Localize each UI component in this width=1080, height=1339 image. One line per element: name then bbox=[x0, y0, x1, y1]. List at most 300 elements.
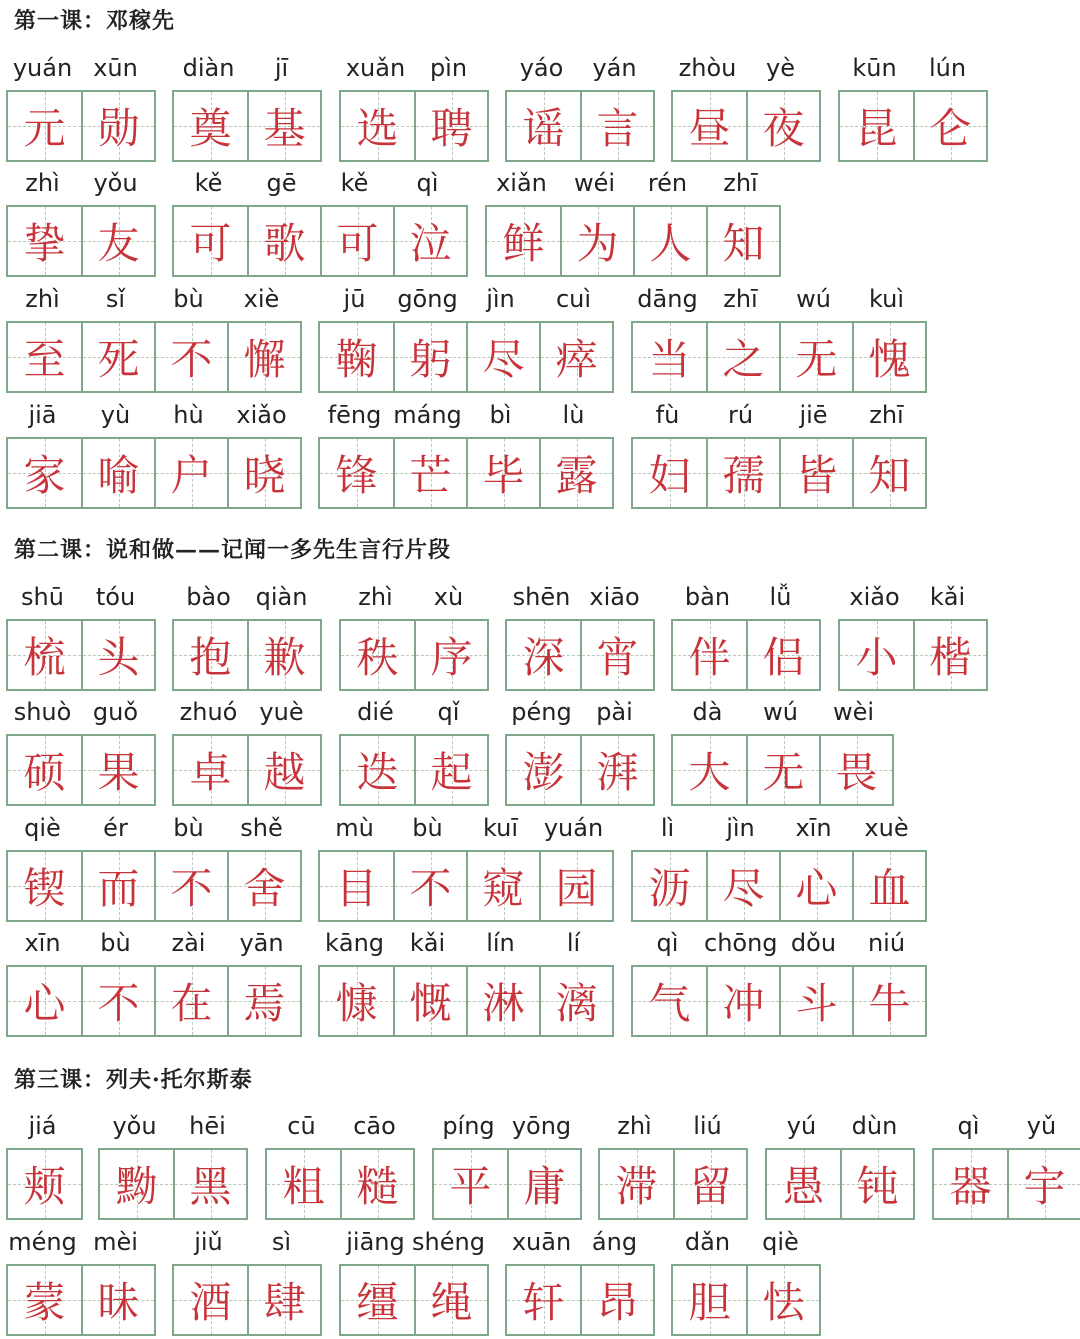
pinyin-label: gē bbox=[266, 169, 297, 197]
grid-cell bbox=[840, 1150, 913, 1218]
grid-cell bbox=[81, 92, 154, 160]
hanzi-character: 越 bbox=[263, 748, 306, 797]
hanzi-character: 愧 bbox=[868, 335, 911, 384]
pinyin-label: yuán bbox=[543, 814, 604, 842]
grid-cell bbox=[247, 1266, 320, 1334]
grid-cell bbox=[247, 207, 320, 275]
tianzige-grid bbox=[432, 1148, 582, 1220]
vocab-word bbox=[432, 1112, 578, 1222]
hanzi-character: 小 bbox=[855, 633, 898, 682]
pinyin-label: jìn bbox=[726, 814, 755, 842]
grid-cell bbox=[341, 621, 414, 689]
hanzi-character: 大 bbox=[688, 748, 731, 797]
pinyin-label: yǒu bbox=[112, 1112, 157, 1140]
vocab-word bbox=[172, 583, 318, 693]
pinyin-label: qǐ bbox=[437, 698, 460, 726]
grid-cell bbox=[466, 323, 539, 391]
hanzi-character: 气 bbox=[648, 979, 691, 1028]
grid-cell bbox=[580, 736, 653, 804]
hanzi-character: 昧 bbox=[97, 1278, 140, 1327]
vocab-word bbox=[318, 285, 610, 395]
grid-cell bbox=[174, 207, 247, 275]
grid-cell bbox=[393, 439, 466, 507]
hanzi-character: 夜 bbox=[762, 104, 805, 153]
hanzi-character: 宵 bbox=[596, 633, 639, 682]
vocab-word bbox=[339, 698, 485, 808]
hanzi-character: 锋 bbox=[335, 451, 378, 500]
hanzi-character: 友 bbox=[97, 219, 140, 268]
hanzi-character: 园 bbox=[555, 864, 598, 913]
hanzi-character: 缰 bbox=[356, 1278, 399, 1327]
pinyin-label: zhì bbox=[25, 285, 60, 313]
grid-cell bbox=[340, 1150, 413, 1218]
pinyin-label: bù bbox=[173, 814, 204, 842]
hanzi-character: 知 bbox=[868, 451, 911, 500]
hanzi-character: 秩 bbox=[356, 633, 399, 682]
tianzige-grid bbox=[6, 205, 156, 277]
pinyin-label: zhì bbox=[617, 1112, 652, 1140]
pinyin-label: yáo bbox=[519, 54, 564, 82]
grid-cell bbox=[154, 323, 227, 391]
grid-cell bbox=[706, 207, 779, 275]
vocab-word bbox=[172, 698, 318, 808]
tianzige-grid bbox=[631, 850, 927, 922]
vocab-word bbox=[671, 54, 817, 164]
tianzige-grid bbox=[671, 90, 821, 162]
pinyin-label: jiāng bbox=[346, 1228, 405, 1256]
pinyin-label: jiā bbox=[28, 401, 57, 429]
hanzi-character: 澎 bbox=[522, 748, 565, 797]
grid-cell bbox=[507, 92, 580, 160]
vocab-word bbox=[6, 929, 298, 1039]
tianzige-grid bbox=[631, 965, 927, 1037]
hanzi-character: 挚 bbox=[23, 219, 66, 268]
pinyin-label: máng bbox=[393, 401, 462, 429]
pinyin-label: dà bbox=[692, 698, 723, 726]
pinyin-label: kǎi bbox=[409, 929, 446, 957]
tianzige-grid bbox=[6, 734, 156, 806]
pinyin-label: lí bbox=[566, 929, 581, 957]
tianzige-grid bbox=[6, 90, 156, 162]
hanzi-character: 颊 bbox=[23, 1162, 66, 1211]
pinyin-label: xiè bbox=[243, 285, 280, 313]
tianzige-grid bbox=[339, 619, 489, 691]
pinyin-label: jī bbox=[274, 54, 289, 82]
grid-cell bbox=[154, 439, 227, 507]
grid-cell bbox=[852, 323, 925, 391]
pinyin-label: jiǔ bbox=[194, 1228, 223, 1256]
hanzi-character: 而 bbox=[97, 864, 140, 913]
lesson-title: 第二课：说和做——记闻一多先生言行片段 bbox=[14, 537, 452, 563]
pinyin-label: yú bbox=[786, 1112, 817, 1140]
pinyin-label: jiá bbox=[28, 1112, 57, 1140]
vocab-word bbox=[505, 1228, 651, 1338]
grid-cell bbox=[174, 736, 247, 804]
pinyin-label: yǔ bbox=[1026, 1112, 1057, 1140]
hanzi-character: 慨 bbox=[409, 979, 452, 1028]
pinyin-label: cāo bbox=[353, 1112, 396, 1140]
grid-cell bbox=[393, 323, 466, 391]
hanzi-character: 果 bbox=[97, 748, 140, 797]
pinyin-label: dié bbox=[357, 698, 394, 726]
grid-cell bbox=[779, 852, 852, 920]
grid-cell bbox=[320, 207, 393, 275]
pinyin-label: fù bbox=[655, 401, 680, 429]
tianzige-grid bbox=[505, 619, 655, 691]
grid-cell bbox=[8, 621, 81, 689]
vocab-word bbox=[6, 1228, 152, 1338]
vocab-word bbox=[6, 698, 152, 808]
grid-cell bbox=[507, 1150, 580, 1218]
grid-cell bbox=[393, 207, 466, 275]
tianzige-grid bbox=[6, 850, 302, 922]
grid-cell bbox=[227, 439, 300, 507]
hanzi-character: 妇 bbox=[648, 451, 691, 500]
vocab-word bbox=[765, 1112, 911, 1222]
tianzige-grid bbox=[505, 1264, 655, 1336]
vocab-word bbox=[671, 583, 817, 693]
vocab-word bbox=[6, 169, 152, 279]
hanzi-character: 晓 bbox=[243, 451, 286, 500]
pinyin-label: yù bbox=[100, 401, 131, 429]
grid-cell bbox=[320, 967, 393, 1035]
pinyin-label: bào bbox=[186, 583, 231, 611]
vocab-word bbox=[631, 401, 923, 511]
hanzi-character: 不 bbox=[170, 335, 213, 384]
hanzi-character: 聘 bbox=[430, 104, 473, 153]
grid-cell bbox=[673, 1150, 746, 1218]
hanzi-character: 勋 bbox=[97, 104, 140, 153]
hanzi-character: 舍 bbox=[243, 864, 286, 913]
grid-cell bbox=[539, 967, 612, 1035]
pinyin-label: xuān bbox=[511, 1228, 572, 1256]
grid-cell bbox=[913, 92, 986, 160]
hanzi-character: 尽 bbox=[722, 864, 765, 913]
pinyin-label: bù bbox=[100, 929, 131, 957]
grid-cell bbox=[580, 1266, 653, 1334]
hanzi-character: 迭 bbox=[356, 748, 399, 797]
hanzi-character: 之 bbox=[722, 335, 765, 384]
pinyin-label: liú bbox=[693, 1112, 722, 1140]
hanzi-character: 为 bbox=[576, 219, 619, 268]
pinyin-label: yuè bbox=[259, 698, 304, 726]
grid-cell bbox=[81, 967, 154, 1035]
tianzige-grid bbox=[505, 734, 655, 806]
hanzi-character: 昼 bbox=[688, 104, 731, 153]
hanzi-character: 钝 bbox=[856, 1162, 899, 1211]
hanzi-character: 不 bbox=[170, 864, 213, 913]
pinyin-label: xù bbox=[433, 583, 464, 611]
pinyin-label: xūn bbox=[93, 54, 138, 82]
pinyin-label: zhī bbox=[723, 285, 758, 313]
hanzi-character: 毕 bbox=[482, 451, 525, 500]
grid-cell bbox=[673, 736, 746, 804]
pinyin-label: bì bbox=[489, 401, 512, 429]
hanzi-character: 梳 bbox=[23, 633, 66, 682]
pinyin-label: chōng bbox=[704, 929, 778, 957]
pinyin-label: yè bbox=[766, 54, 795, 82]
hanzi-character: 可 bbox=[336, 219, 379, 268]
hanzi-character: 粗 bbox=[282, 1162, 325, 1211]
vocab-word bbox=[505, 54, 651, 164]
pinyin-label: jìn bbox=[486, 285, 515, 313]
grid-cell bbox=[466, 967, 539, 1035]
vocab-word bbox=[598, 1112, 744, 1222]
tianzige-grid bbox=[6, 1264, 156, 1336]
pinyin-label: pìn bbox=[429, 54, 468, 82]
grid-cell bbox=[8, 1150, 81, 1218]
hanzi-character: 肆 bbox=[263, 1278, 306, 1327]
tianzige-grid bbox=[318, 437, 614, 509]
lesson-title: 第三课：列夫·托尔斯泰 bbox=[14, 1067, 253, 1093]
pinyin-label: zhì bbox=[25, 169, 60, 197]
hanzi-character: 目 bbox=[335, 864, 378, 913]
pinyin-label: kuì bbox=[868, 285, 905, 313]
grid-cell bbox=[487, 207, 560, 275]
pinyin-label: zhī bbox=[723, 169, 758, 197]
grid-cell bbox=[320, 852, 393, 920]
grid-cell bbox=[852, 439, 925, 507]
grid-cell bbox=[100, 1150, 173, 1218]
pinyin-label: sǐ bbox=[105, 285, 126, 313]
pinyin-label: xuè bbox=[864, 814, 909, 842]
pinyin-label: xiāo bbox=[589, 583, 640, 611]
grid-cell bbox=[320, 439, 393, 507]
pinyin-label: mèi bbox=[93, 1228, 138, 1256]
grid-cell bbox=[913, 621, 986, 689]
hanzi-character: 在 bbox=[170, 979, 213, 1028]
hanzi-character: 基 bbox=[263, 104, 306, 153]
vocab-word bbox=[6, 285, 298, 395]
hanzi-character: 怯 bbox=[762, 1278, 805, 1327]
hanzi-character: 人 bbox=[649, 219, 692, 268]
hanzi-character: 歉 bbox=[263, 633, 306, 682]
tianzige-grid bbox=[838, 90, 988, 162]
pinyin-label: dǎn bbox=[684, 1228, 731, 1256]
vocab-word bbox=[631, 285, 923, 395]
grid-cell bbox=[227, 852, 300, 920]
pinyin-label: ér bbox=[103, 814, 128, 842]
grid-cell bbox=[154, 967, 227, 1035]
pinyin-label: xīn bbox=[24, 929, 61, 957]
grid-cell bbox=[560, 207, 633, 275]
pinyin-label: áng bbox=[591, 1228, 638, 1256]
grid-cell bbox=[706, 439, 779, 507]
grid-cell bbox=[247, 621, 320, 689]
grid-cell bbox=[8, 852, 81, 920]
hanzi-character: 躬 bbox=[409, 335, 452, 384]
hanzi-character: 头 bbox=[97, 633, 140, 682]
hanzi-character: 尽 bbox=[482, 335, 525, 384]
pinyin-label: zhī bbox=[869, 401, 904, 429]
pinyin-label: lì bbox=[660, 814, 675, 842]
pinyin-label: niú bbox=[867, 929, 906, 957]
pinyin-label: zhuó bbox=[179, 698, 238, 726]
grid-cell bbox=[779, 439, 852, 507]
pinyin-label: wú bbox=[796, 285, 831, 313]
hanzi-character: 斗 bbox=[795, 979, 838, 1028]
pinyin-label: yōng bbox=[511, 1112, 572, 1140]
hanzi-character: 鞠 bbox=[335, 335, 378, 384]
grid-cell bbox=[633, 439, 706, 507]
tianzige-grid bbox=[671, 619, 821, 691]
grid-cell bbox=[779, 967, 852, 1035]
hanzi-character: 不 bbox=[409, 864, 452, 913]
hanzi-character: 酒 bbox=[189, 1278, 232, 1327]
pinyin-label: wèi bbox=[832, 698, 875, 726]
pinyin-label: wéi bbox=[573, 169, 616, 197]
hanzi-character: 无 bbox=[762, 748, 805, 797]
grid-cell bbox=[539, 439, 612, 507]
pinyin-label: xiǎo bbox=[236, 401, 287, 429]
pinyin-label: bàn bbox=[684, 583, 731, 611]
pinyin-label: zài bbox=[171, 929, 206, 957]
pinyin-label: zhì bbox=[358, 583, 393, 611]
grid-cell bbox=[746, 1266, 819, 1334]
pinyin-label: qiè bbox=[762, 1228, 799, 1256]
pinyin-label: bù bbox=[412, 814, 443, 842]
grid-cell bbox=[393, 967, 466, 1035]
hanzi-character: 平 bbox=[449, 1162, 492, 1211]
hanzi-character: 器 bbox=[949, 1162, 992, 1211]
grid-cell bbox=[706, 967, 779, 1035]
pinyin-label: yán bbox=[592, 54, 637, 82]
hanzi-character: 奠 bbox=[189, 104, 232, 153]
grid-cell bbox=[8, 1266, 81, 1334]
vocab-word bbox=[339, 1228, 485, 1338]
grid-cell bbox=[673, 1266, 746, 1334]
pinyin-label: xiǎn bbox=[496, 169, 547, 197]
pinyin-label: shū bbox=[21, 583, 64, 611]
hanzi-character: 无 bbox=[795, 335, 838, 384]
hanzi-character: 楷 bbox=[929, 633, 972, 682]
hanzi-character: 硕 bbox=[23, 748, 66, 797]
grid-cell bbox=[174, 1266, 247, 1334]
pinyin-label: qì bbox=[957, 1112, 980, 1140]
hanzi-character: 知 bbox=[722, 219, 765, 268]
hanzi-character: 侣 bbox=[762, 633, 805, 682]
lesson-title: 第一课：邓稼先 bbox=[14, 8, 176, 34]
hanzi-character: 死 bbox=[97, 335, 140, 384]
pinyin-label: xiǎo bbox=[849, 583, 900, 611]
vocab-word bbox=[631, 814, 923, 924]
pinyin-label: sì bbox=[271, 1228, 292, 1256]
grid-cell bbox=[539, 852, 612, 920]
tianzige-grid bbox=[265, 1148, 415, 1220]
pinyin-label: pài bbox=[596, 698, 633, 726]
hanzi-character: 冲 bbox=[722, 979, 765, 1028]
vocab-word bbox=[838, 583, 984, 693]
hanzi-character: 糙 bbox=[356, 1162, 399, 1211]
hanzi-character: 懈 bbox=[243, 335, 286, 384]
hanzi-character: 轩 bbox=[522, 1278, 565, 1327]
hanzi-character: 泣 bbox=[409, 219, 452, 268]
grid-cell bbox=[341, 1266, 414, 1334]
tianzige-grid bbox=[339, 90, 489, 162]
hanzi-character: 至 bbox=[23, 335, 66, 384]
pinyin-label: píng bbox=[442, 1112, 495, 1140]
pinyin-label: xīn bbox=[795, 814, 832, 842]
pinyin-label: jiē bbox=[799, 401, 828, 429]
grid-cell bbox=[852, 852, 925, 920]
pinyin-label: shēn bbox=[512, 583, 571, 611]
vocab-word bbox=[671, 1228, 817, 1338]
tianzige-grid bbox=[339, 734, 489, 806]
tianzige-grid bbox=[671, 1264, 821, 1336]
hanzi-character: 牛 bbox=[868, 979, 911, 1028]
hanzi-character: 沥 bbox=[648, 864, 691, 913]
grid-cell bbox=[8, 323, 81, 391]
hanzi-character: 不 bbox=[97, 979, 140, 1028]
grid-cell bbox=[580, 92, 653, 160]
pinyin-label: kě bbox=[194, 169, 223, 197]
hanzi-character: 起 bbox=[430, 748, 473, 797]
grid-cell bbox=[341, 736, 414, 804]
tianzige-grid bbox=[485, 205, 781, 277]
pinyin-label: cū bbox=[287, 1112, 316, 1140]
hanzi-character: 当 bbox=[648, 335, 691, 384]
grid-cell bbox=[247, 736, 320, 804]
pinyin-label: kūn bbox=[852, 54, 897, 82]
hanzi-character: 留 bbox=[689, 1162, 732, 1211]
tianzige-grid bbox=[838, 619, 988, 691]
vocab-word bbox=[172, 1228, 318, 1338]
tianzige-grid bbox=[6, 437, 302, 509]
pinyin-label: jū bbox=[343, 285, 366, 313]
grid-cell bbox=[819, 736, 892, 804]
pinyin-label: qiàn bbox=[255, 583, 308, 611]
hanzi-character: 仑 bbox=[929, 104, 972, 153]
tianzige-grid bbox=[318, 965, 614, 1037]
tianzige-grid bbox=[765, 1148, 915, 1220]
pinyin-label: bù bbox=[173, 285, 204, 313]
grid-cell bbox=[507, 621, 580, 689]
grid-cell bbox=[539, 323, 612, 391]
hanzi-character: 谣 bbox=[522, 104, 565, 153]
hanzi-character: 歌 bbox=[263, 219, 306, 268]
grid-cell bbox=[706, 852, 779, 920]
grid-cell bbox=[434, 1150, 507, 1218]
grid-cell bbox=[8, 736, 81, 804]
grid-cell bbox=[706, 323, 779, 391]
hanzi-character: 家 bbox=[23, 451, 66, 500]
hanzi-character: 瘁 bbox=[555, 335, 598, 384]
pinyin-label: kuī bbox=[482, 814, 519, 842]
pinyin-label: qì bbox=[656, 929, 679, 957]
hanzi-character: 湃 bbox=[596, 748, 639, 797]
vocab-word bbox=[932, 1112, 1078, 1222]
grid-cell bbox=[320, 323, 393, 391]
pinyin-label: rú bbox=[727, 401, 754, 429]
tianzige-grid bbox=[318, 321, 614, 393]
hanzi-character: 蒙 bbox=[23, 1278, 66, 1327]
tianzige-grid bbox=[172, 205, 468, 277]
hanzi-character: 宇 bbox=[1023, 1162, 1066, 1211]
tianzige-grid bbox=[318, 850, 614, 922]
hanzi-character: 锲 bbox=[23, 864, 66, 913]
pinyin-label: lún bbox=[928, 54, 967, 82]
hanzi-character: 滞 bbox=[615, 1162, 658, 1211]
vocab-word bbox=[6, 1112, 79, 1222]
pinyin-label: dǒu bbox=[790, 929, 837, 957]
grid-cell bbox=[580, 621, 653, 689]
hanzi-character: 庸 bbox=[523, 1162, 566, 1211]
hanzi-character: 抱 bbox=[189, 633, 232, 682]
grid-cell bbox=[247, 92, 320, 160]
grid-cell bbox=[81, 852, 154, 920]
tianzige-grid bbox=[172, 734, 322, 806]
hanzi-character: 户 bbox=[170, 451, 213, 500]
